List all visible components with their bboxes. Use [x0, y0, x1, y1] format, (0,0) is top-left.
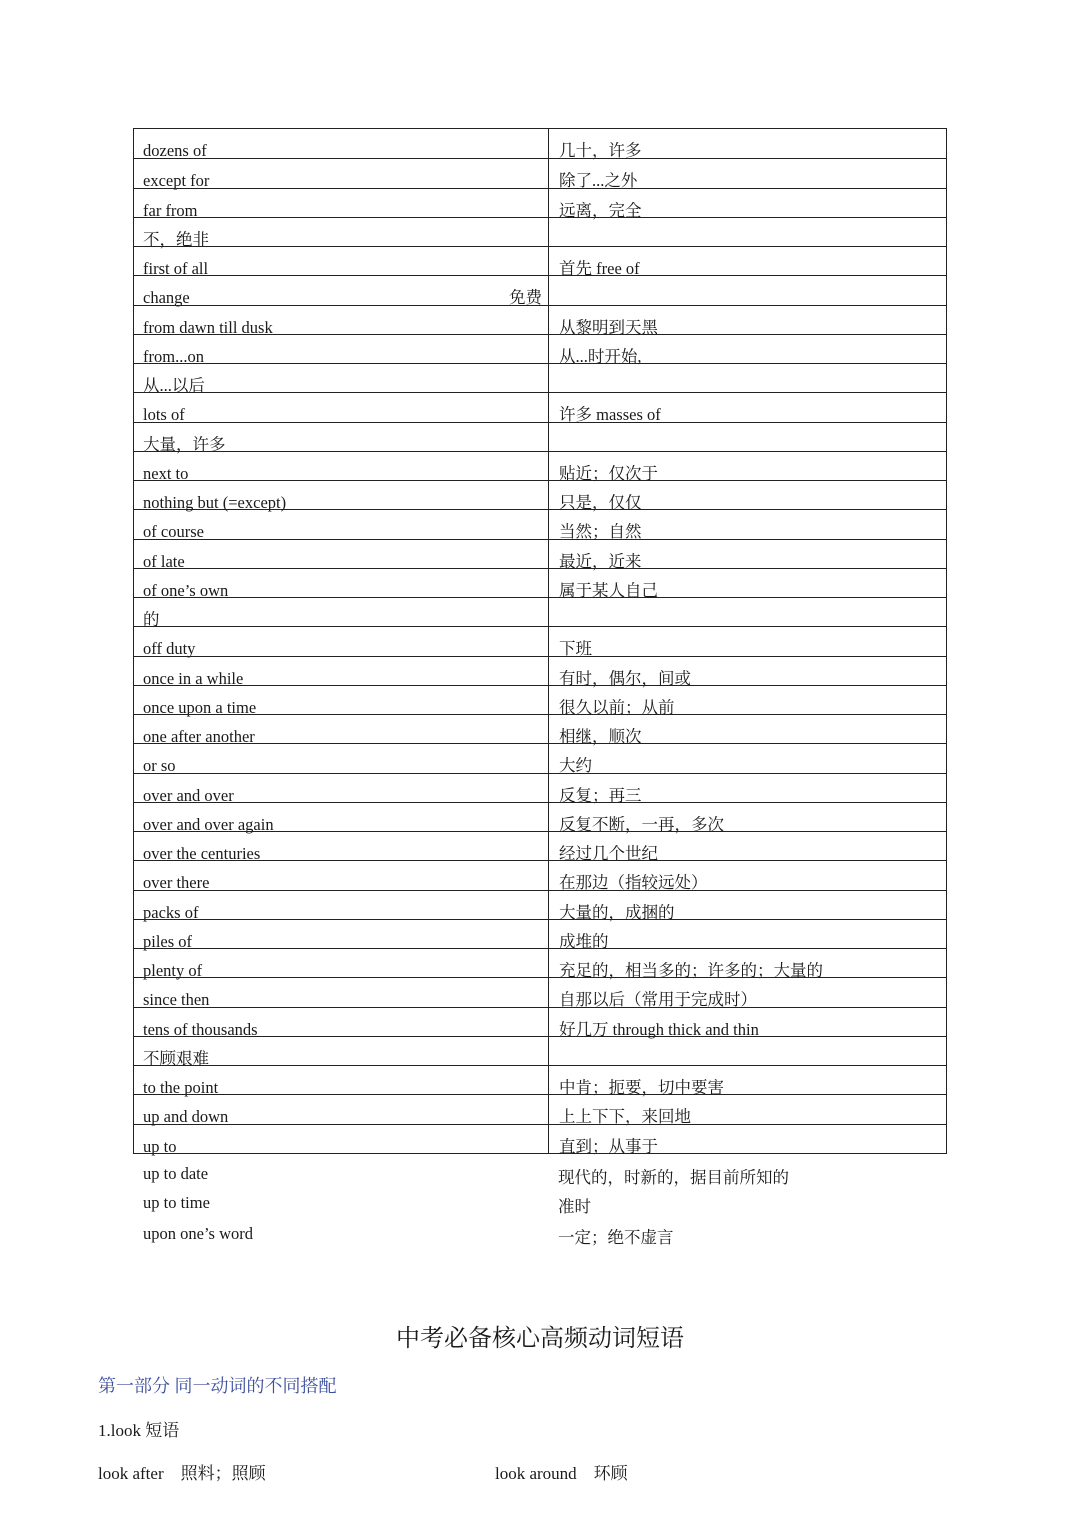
cell-meaning: [548, 861, 946, 893]
phrase-zh: 经过几个世纪: [559, 844, 658, 863]
phrase-en: upon one’s word: [143, 1224, 253, 1243]
cell-phrase: [134, 715, 549, 746]
phrase-en: from dawn till dusk: [143, 317, 273, 337]
table-row: [134, 714, 946, 746]
cell-phrase: [134, 744, 549, 776]
phrase-zh: 一定；绝不虚言: [558, 1228, 674, 1247]
phrase-zh: 许多 masses of: [559, 405, 661, 425]
phrase-en: 的: [143, 610, 160, 629]
cell-meaning: [548, 1066, 946, 1097]
look-item: look around 环顾: [495, 1464, 628, 1483]
table-row: [134, 188, 946, 220]
cell-phrase: [134, 920, 549, 951]
phrase-en-right: 免费: [509, 288, 542, 308]
table-row: [134, 363, 946, 395]
cell-meaning: [548, 129, 946, 158]
cell-phrase: [134, 510, 549, 542]
cell-meaning: [548, 715, 946, 746]
cell-phrase: [134, 452, 549, 483]
phrase-en: change: [143, 288, 190, 308]
cell-meaning: [548, 627, 946, 659]
table-row: [134, 539, 946, 571]
cell-phrase: [134, 481, 549, 512]
phrase-en: up to time: [143, 1193, 210, 1212]
cell-meaning: [548, 657, 946, 688]
cell-phrase: [134, 306, 549, 337]
phrase-zh: 上上下下，来回地: [559, 1107, 691, 1127]
cell-meaning: [548, 569, 946, 600]
phrase-en: or so: [143, 756, 176, 776]
phrase-en: once upon a time: [143, 697, 257, 717]
table-row: [134, 1036, 946, 1068]
cell-meaning: [548, 1037, 946, 1065]
phrase-en: to the point: [143, 1078, 219, 1097]
section-heading: 第一部分 同一动词的不同搭配: [98, 1376, 337, 1396]
table-row: [134, 568, 946, 600]
table-row: [134, 1094, 946, 1127]
cell-phrase: [134, 393, 549, 425]
cell-phrase: [134, 335, 549, 366]
table-row: [134, 656, 946, 688]
cell-phrase: [134, 861, 549, 893]
phrase-zh: 直到；从事于: [559, 1136, 658, 1156]
table-row: [134, 422, 946, 454]
phrase-zh: 反复不断，一再，多次: [559, 814, 724, 834]
phrase-en: once in a while: [143, 668, 244, 688]
cell-meaning: [548, 832, 946, 863]
cell-phrase: [134, 1125, 549, 1156]
cell-meaning: [548, 803, 946, 834]
phrase-en: over the centuries: [143, 844, 261, 863]
phrase-en: off duty: [143, 639, 196, 659]
cell-phrase: [134, 949, 549, 980]
table-row: [134, 890, 946, 922]
phrase-zh: 准时: [558, 1197, 591, 1216]
phrase-zh: 有时，偶尔，间或: [559, 668, 691, 688]
cell-phrase: [134, 598, 549, 629]
phrase-en: far from: [143, 200, 198, 220]
phrase-en: up to: [143, 1136, 177, 1156]
cell-phrase: [134, 423, 549, 454]
cell-meaning: [548, 452, 946, 483]
cell-phrase: [134, 774, 549, 805]
cell-meaning: [548, 247, 946, 278]
table-row: [134, 773, 946, 805]
cell-phrase: [134, 364, 549, 395]
table-row: [134, 597, 946, 629]
phrase-zh: 首先 free of: [559, 259, 640, 278]
phrase-en: 不，绝非: [143, 229, 209, 249]
table-row: [134, 451, 946, 483]
table-row: [134, 1065, 946, 1097]
phrase-en: nothing but (=except): [143, 493, 287, 512]
table-row: [134, 305, 946, 337]
cell-phrase: [134, 129, 549, 158]
table-row: [134, 948, 946, 980]
cell-phrase: [134, 569, 549, 600]
table-row: [134, 802, 946, 834]
cell-meaning: [548, 481, 946, 512]
phrase-en: up and down: [143, 1107, 229, 1127]
phrase-zh: 中肯；扼要，切中要害: [559, 1078, 724, 1097]
cell-phrase: [134, 686, 549, 717]
table-row: [134, 158, 946, 191]
phrase-en: piles of: [143, 931, 193, 951]
cell-phrase: [134, 891, 549, 922]
phrase-en: one after another: [143, 727, 255, 746]
phrase-zh: 当然；自然: [559, 522, 642, 542]
table-row: [134, 860, 946, 893]
phrase-en: over there: [143, 873, 210, 893]
phrase-en: 不顾艰难: [143, 1048, 209, 1068]
cell-meaning: [548, 393, 946, 425]
phrase-zh: 成堆的: [559, 931, 609, 951]
phrase-en: of one’s own: [143, 580, 229, 600]
cell-meaning: [548, 423, 946, 451]
table-row: [134, 685, 946, 717]
cell-phrase: [134, 803, 549, 834]
table-row: [134, 217, 946, 249]
phrase-zh: 大量的，成捆的: [559, 902, 675, 922]
cell-meaning: [548, 920, 946, 951]
table-row: [134, 334, 946, 366]
cell-meaning: [548, 949, 946, 980]
cell-phrase: [134, 832, 549, 863]
cell-meaning: [548, 510, 946, 542]
phrase-zh: 现代的，时新的，据目前所知的: [558, 1168, 789, 1187]
cell-meaning: [548, 276, 946, 304]
cell-meaning: [548, 774, 946, 805]
cell-meaning: [548, 335, 946, 366]
phrase-zh: 好几万 through thick and thin: [559, 1019, 759, 1039]
cell-meaning: [548, 598, 946, 626]
table-row: [134, 743, 946, 776]
cell-meaning: [548, 1125, 946, 1156]
phrase-zh: 很久以前；从前: [559, 697, 675, 717]
cell-phrase: [134, 1008, 549, 1039]
look-item: look after 照料；照顾: [98, 1464, 266, 1483]
cell-phrase: [134, 276, 549, 308]
phrase-en: next to: [143, 463, 189, 483]
phrase-en: dozens of: [143, 141, 207, 160]
phrase-zh: 从...时开始,: [559, 346, 642, 366]
table-row: [134, 275, 946, 308]
cell-meaning: [548, 306, 946, 337]
table-row: [134, 919, 946, 951]
table-row: [134, 246, 946, 278]
phrase-en: lots of: [143, 405, 185, 425]
phrase-zh: 除了...之外: [559, 171, 638, 191]
table-row: [134, 626, 946, 659]
phrase-zh: 几十，许多: [559, 141, 642, 160]
table-row: [134, 392, 946, 425]
cell-phrase: [134, 978, 549, 1010]
cell-meaning: [548, 978, 946, 1010]
phrase-en: of late: [143, 551, 185, 571]
phrase-en: except for: [143, 171, 210, 191]
phrase-zh: 远离，完全: [559, 200, 642, 220]
phrase-en: over and over: [143, 785, 234, 805]
cell-phrase: [134, 247, 549, 278]
phrase-en: up to date: [143, 1164, 209, 1183]
subsection-heading: 1.look 短语: [98, 1421, 180, 1440]
phrase-table: [133, 128, 947, 1154]
phrase-en: over and over again: [143, 814, 274, 834]
phrase-en: 从...以后: [143, 376, 205, 395]
cell-meaning: [548, 189, 946, 220]
cell-phrase: [134, 1095, 549, 1127]
cell-phrase: [134, 159, 549, 191]
cell-meaning: [548, 1095, 946, 1127]
phrase-en: 大量，许多: [143, 434, 226, 454]
phrase-zh: 在那边（指较远处）: [559, 873, 708, 893]
cell-phrase: [134, 1066, 549, 1097]
cell-phrase: [134, 540, 549, 571]
page-title: 中考必备核心高频动词短语: [396, 1326, 684, 1352]
cell-phrase: [134, 657, 549, 688]
cell-phrase: [134, 1037, 549, 1068]
cell-meaning: [548, 159, 946, 191]
phrase-zh: 自那以后（常用于完成时）: [559, 990, 757, 1010]
phrase-en: since then: [143, 990, 210, 1010]
table-row: [134, 977, 946, 1010]
phrase-zh: 下班: [559, 639, 592, 659]
phrase-en: packs of: [143, 902, 199, 922]
cell-meaning: [548, 364, 946, 392]
table-row: [134, 480, 946, 512]
phrase-en: plenty of: [143, 961, 203, 980]
table-row: [134, 1007, 946, 1039]
table-row: [134, 509, 946, 542]
phrase-zh: 最近，近来: [559, 551, 642, 571]
phrase-en: from...on: [143, 346, 204, 366]
cell-meaning: [548, 218, 946, 246]
phrase-zh: 贴近；仅次于: [559, 463, 658, 483]
phrase-en: tens of thousands: [143, 1019, 258, 1039]
cell-meaning: [548, 1008, 946, 1039]
phrase-zh: 属于某人自己: [559, 580, 658, 600]
table-row: [134, 1124, 946, 1156]
phrase-zh: 从黎明到天黑: [559, 317, 658, 337]
cell-meaning: [548, 540, 946, 571]
phrase-en: first of all: [143, 259, 209, 278]
phrase-zh: 相继，顺次: [559, 727, 642, 746]
cell-meaning: [548, 891, 946, 922]
cell-phrase: [134, 218, 549, 249]
cell-meaning: [548, 686, 946, 717]
cell-phrase: [134, 627, 549, 659]
table-row: [134, 831, 946, 863]
phrase-zh: 只是，仅仅: [559, 493, 642, 512]
cell-phrase: [134, 189, 549, 220]
table-row: [134, 129, 946, 158]
phrase-zh: 充足的，相当多的；许多的；大量的: [559, 961, 823, 980]
cell-meaning: [548, 744, 946, 776]
phrase-zh: 大约: [559, 756, 592, 776]
phrase-en: of course: [143, 522, 204, 542]
phrase-zh: 反复；再三: [559, 785, 642, 805]
